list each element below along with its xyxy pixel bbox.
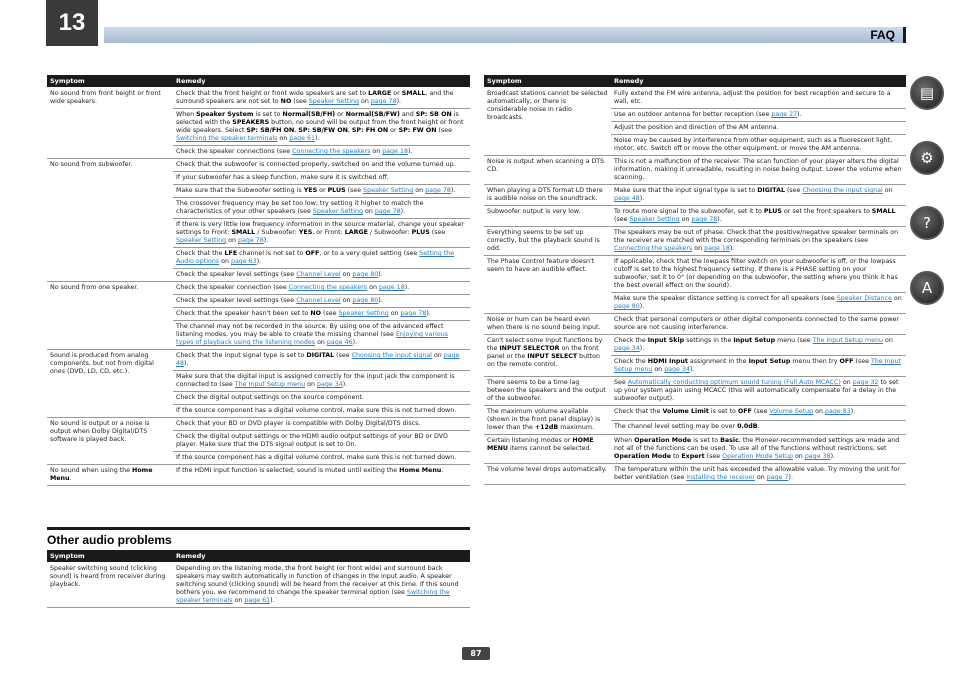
page-link[interactable]: Volume Setup bbox=[769, 408, 814, 415]
page-link[interactable]: page 34 bbox=[317, 381, 343, 388]
remedy-cell: Check that the speaker hasn't been set to NO (see Speaker Setting on page 78). bbox=[173, 308, 470, 321]
page-link[interactable]: page 78 bbox=[400, 310, 427, 317]
remedy-cell: When Speaker System is set to Normal(SB/FH) or Normal(SB/FW) and SP: SB ON is selected with the SPEAKERS button, no sound will be output from the front height or front wide speakers. Select SP: SB/FH ON, SP: SB/FW ON, SP: FH ON or SP: FW ON (see Switching the speaker terminals on page 61). bbox=[173, 109, 470, 146]
page-link[interactable]: Choosing the input signal bbox=[351, 352, 432, 359]
symptom-cell: No sound when using the Home Menu. bbox=[47, 465, 173, 486]
table-row bbox=[484, 464, 906, 485]
page-link[interactable]: page 27 bbox=[771, 111, 798, 118]
page-link[interactable]: page 80 bbox=[352, 271, 379, 278]
table-row bbox=[484, 314, 906, 335]
symptom-cell: Certain listening modes or HOME MENU items cannot be selected. bbox=[484, 435, 611, 464]
remedy-cell: Adjust the position and direction of the AM antenna. bbox=[611, 122, 906, 135]
remedy-cell: This is not a malfunction of the receiver. The scan function of your player alters the digital information, making it unreadable, resulting in noise being output. Lower the volume when scanning. bbox=[611, 156, 906, 185]
page-link[interactable]: page 78 bbox=[425, 187, 451, 194]
page-link[interactable]: Speaker Setting bbox=[338, 310, 389, 317]
page-link[interactable]: Installing the receiver bbox=[686, 474, 755, 481]
remedy-cell: The temperature within the unit has exceeded the allowable value. Try moving the unit for better ventilation (see Installing the receiver on page 7). bbox=[611, 464, 906, 485]
right-table-wrap bbox=[484, 75, 906, 485]
symptom-cell: Subwoofer output is very low. bbox=[484, 206, 611, 227]
page-link[interactable]: Speaker Setting bbox=[308, 98, 359, 105]
remedy-cell: Check that the input signal type is set to DIGITAL (see Choosing the input signal on page 48). bbox=[173, 350, 470, 371]
page-link[interactable]: page 61 bbox=[244, 597, 271, 604]
table-row bbox=[484, 185, 906, 206]
table-row bbox=[47, 418, 470, 431]
symptom-cell: No sound from front height or front wide speakers. bbox=[47, 88, 173, 159]
table-row bbox=[484, 206, 906, 227]
remedy-cell: If the HDMI input function is selected, sound is muted until exiting the Home Menu. bbox=[173, 465, 470, 486]
page-link[interactable]: Channel Level bbox=[296, 271, 341, 278]
page-number: 87 bbox=[462, 647, 490, 660]
remedy-cell: Check that the LFE channel is not set to OFF, or to a very quiet setting (see Setting the Audio options on page 63). bbox=[173, 248, 470, 269]
symptom-cell: The volume level drops automatically. bbox=[484, 464, 611, 485]
remedy-cell: When Operation Mode is set to Basic, the Pioneer-recommended settings are made and not all of the functions can be used. To use all of the functions without restrictions, set Operation Mode to Expert (see Operation Mode Setup on page 38). bbox=[611, 435, 906, 464]
remedy-cell: Check that personal computers or other digital components connected to the same power source are not causing interference. bbox=[611, 314, 906, 335]
page-link[interactable]: page 18 bbox=[382, 148, 408, 155]
remedy-cell: The speakers may be out of phase. Check that the positive/negative speaker terminals on the receiver are matched with the corresponding terminals on the speakers (see Connecting the speakers on page 18). bbox=[611, 227, 906, 256]
page-link[interactable]: page 18 bbox=[378, 284, 405, 291]
page-link[interactable]: page 61 bbox=[289, 135, 315, 142]
remedy-cell: Depending on the listening mode, the front height (or front wide) and surround back speakers may switch automatically in function of changes in the input audio. A speaker switching sound (clicking sound) will be heard from the receiver at this time. If this sound bothers you, we recommend to change the speaker terminal option (see Switching the speaker terminals on page 61). bbox=[173, 563, 470, 608]
symptom-cell: Noise or hum can be heard even when there is no sound being input. bbox=[484, 314, 611, 335]
page-link[interactable]: Connecting the speakers bbox=[292, 148, 371, 155]
remedy-cell: If applicable, check that the lowpass filter switch on your subwoofer is off, or the lowpass cutoff is set to the highest frequency setting. If there is a PHASE setting on your subwoofer, set it to 0° (or depending on the subwoofer, the setting where you think it has the best overall effect on the sound). bbox=[611, 256, 906, 293]
symptom-cell: No sound from subwoofer. bbox=[47, 159, 173, 282]
remedy-cell: Make sure that the digital input is assigned correctly for the input jack the component is connected to (see The Input Setup menu on page 34). bbox=[173, 371, 470, 392]
page-link[interactable]: page 80 bbox=[352, 297, 379, 304]
header-bar bbox=[104, 27, 906, 43]
symptom-cell: When playing a DTS format LD there is audible noise on the soundtrack. bbox=[484, 185, 611, 206]
page-link[interactable]: page 78 bbox=[374, 208, 401, 215]
remedy-cell: Make sure that the Subwoofer setting is YES or PLUS (see Speaker Setting on page 78). bbox=[173, 185, 470, 198]
page-link[interactable]: Channel Level bbox=[296, 297, 341, 304]
symptom-cell: Noise is output when scanning a DTS CD. bbox=[484, 156, 611, 185]
remedy-cell: If the source component has a digital volume control, make sure this is not turned down. bbox=[173, 452, 470, 465]
page-link[interactable]: Switching the speaker terminals bbox=[176, 135, 278, 142]
page-link[interactable]: page 18 bbox=[704, 245, 730, 252]
page-link[interactable]: page 78 bbox=[370, 98, 397, 105]
left-table-wrap bbox=[47, 75, 470, 486]
chapter-number: 13 bbox=[46, 0, 98, 46]
remedy-cell: Check the speaker level settings (see Channel Level on page 80). bbox=[173, 295, 470, 308]
remedy-cell: Check that the Volume Limit is set to OFF (see Volume Setup on page 83). bbox=[611, 406, 906, 421]
table-row bbox=[47, 465, 470, 486]
table-row bbox=[484, 88, 906, 109]
table-row bbox=[47, 563, 470, 608]
page-link[interactable]: page 63 bbox=[230, 258, 257, 265]
remedy-cell: Check the digital output settings or the HDMI audio output settings of your BD or DVD player. Make sure that the DTS signal output is set to On. bbox=[173, 431, 470, 452]
page-link[interactable]: page 46 bbox=[326, 339, 353, 346]
page-link[interactable]: Setting the Audio options bbox=[176, 250, 455, 265]
table-row bbox=[484, 406, 906, 421]
other-audio-title: Other audio problems bbox=[47, 527, 470, 547]
symptom-cell: The maximum volume available (shown in the front panel display) is lower than the +12dB maximum. bbox=[484, 406, 611, 435]
remedy-cell: The channel level setting may be over 0.0dB. bbox=[611, 420, 906, 435]
remedy-cell: Use an outdoor antenna for better reception (see page 27). bbox=[611, 109, 906, 122]
page-link[interactable]: Connecting the speakers bbox=[288, 284, 368, 291]
remedy-cell: If there is very little low frequency information in the source material, change your speaker settings to Front: SMALL / Subwoofer: YES, or Front: LARGE / Subwoofer: PLUS (see Speaker Setting on page 78). bbox=[173, 219, 470, 248]
symptom-cell: Broadcast stations cannot be selected automatically, or there is considerable noise in radio broadcasts. bbox=[484, 88, 611, 156]
symptom-cell: Speaker switching sound (clicking sound) is heard from receiver during playback. bbox=[47, 563, 173, 608]
page-link[interactable]: page 34 bbox=[614, 345, 640, 352]
page-link[interactable]: page 34 bbox=[664, 366, 690, 373]
remedy-cell: Fully extend the FM wire antenna, adjust the position for best reception and secure to a wall, etc. bbox=[611, 88, 906, 109]
table-row bbox=[484, 227, 906, 256]
table-row bbox=[47, 282, 470, 295]
section-title: FAQ bbox=[870, 28, 895, 42]
glossary-icon[interactable]: A bbox=[910, 271, 944, 305]
remedy-cell: Check that your BD or DVD player is compatible with Dolby Digital/DTS discs. bbox=[173, 418, 470, 431]
page-link[interactable]: Speaker Setting bbox=[312, 208, 363, 215]
symptom-header: Symptom bbox=[484, 75, 611, 88]
page-link[interactable]: page 80 bbox=[614, 303, 640, 310]
page-link[interactable]: Speaker Setting bbox=[176, 237, 227, 244]
remedy-cell: Check the speaker level settings (see Channel Level on page 80). bbox=[173, 269, 470, 282]
page-link[interactable]: page 48 bbox=[176, 352, 460, 367]
page-link[interactable]: Automatically conducting optimum sound tuning (Full Auto MCACC) bbox=[627, 379, 841, 386]
page-link[interactable]: page 78 bbox=[238, 237, 264, 244]
table-row bbox=[47, 159, 470, 172]
table-row bbox=[47, 350, 470, 371]
page-link[interactable]: The Input Setup menu bbox=[614, 358, 901, 373]
page-link[interactable]: page 48 bbox=[614, 195, 640, 202]
other-table-wrap bbox=[47, 550, 470, 608]
remedy-cell: To route more signal to the subwoofer, set it to PLUS or set the front speakers to SMALL (see Speaker Setting on page 78). bbox=[611, 206, 906, 227]
remedy-cell: Make sure the speaker distance setting is correct for all speakers (see Speaker Distance on page 80). bbox=[611, 293, 906, 314]
page-link[interactable]: page 78 bbox=[691, 216, 718, 223]
table-row bbox=[484, 335, 906, 356]
faq-icon[interactable]: ? bbox=[910, 206, 944, 240]
symptom-cell: The Phase Control feature doesn't seem to have an audible effect. bbox=[484, 256, 611, 314]
side-nav bbox=[910, 76, 948, 336]
book-icon[interactable]: ▤ bbox=[910, 76, 944, 110]
remedy-cell: Check the speaker connection (see Connecting the speakers on page 18). bbox=[173, 282, 470, 295]
other-faq-table bbox=[47, 550, 470, 608]
page-link[interactable]: The Input Setup menu bbox=[234, 381, 306, 388]
symptom-cell: Sound is produced from analog components, but not from digital ones (DVD, LD, CD, etc.). bbox=[47, 350, 173, 418]
symptom-cell: Everything seems to be set up correctly, but the playback sound is odd. bbox=[484, 227, 611, 256]
remedy-cell: Make sure that the input signal type is set to DIGITAL (see Choosing the input signal on page 48). bbox=[611, 185, 906, 206]
page-link[interactable]: Speaker Setting bbox=[629, 216, 680, 223]
page-link[interactable]: Connecting the speakers bbox=[614, 245, 693, 252]
page-link[interactable]: Speaker Setting bbox=[363, 187, 414, 194]
page-link[interactable]: Speaker Distance bbox=[836, 295, 892, 302]
remedy-cell: Noise may be caused by interference from other equipment, such as a fluorescent light, motor, etc. Switch off or move the other equipment, or move the AM antenna. bbox=[611, 135, 906, 156]
remedy-cell: If the source component has a digital volume control, make sure this is not turned down. bbox=[173, 405, 470, 418]
page-link[interactable]: Operation Mode Setup bbox=[722, 453, 793, 460]
settings-icon[interactable]: ⚙ bbox=[910, 141, 944, 175]
page-link[interactable]: Switching the speaker terminals bbox=[176, 589, 450, 604]
symptom-cell: No sound is output or a noise is output when Dolby Digital/DTS software is played back. bbox=[47, 418, 173, 465]
page-link[interactable]: Choosing the input signal bbox=[802, 187, 883, 194]
remedy-cell: Check that the subwoofer is connected properly, switched on and the volume turned up. bbox=[173, 159, 470, 172]
page-link[interactable]: page 83 bbox=[824, 408, 851, 415]
remedy-cell: If your subwoofer has a sleep function, make sure it is switched off. bbox=[173, 172, 470, 185]
remedy-cell: Check the speaker connections (see Connecting the speakers on page 18). bbox=[173, 146, 470, 159]
remedy-header: Remedy bbox=[611, 75, 906, 88]
remedy-cell: Check the digital output settings on the source component. bbox=[173, 392, 470, 405]
table-row bbox=[484, 256, 906, 293]
table-row bbox=[484, 156, 906, 185]
symptom-cell: There seems to be a time lag between the speakers and the output of the subwoofer. bbox=[484, 377, 611, 406]
page-link[interactable]: Enjoying various types of playback using the listening modes bbox=[176, 331, 448, 346]
right-faq-table bbox=[484, 75, 906, 485]
page-link[interactable]: page 7 bbox=[766, 474, 789, 481]
page-link[interactable]: page 32 bbox=[852, 379, 879, 386]
symptom-header: Symptom bbox=[47, 75, 173, 88]
symptom-cell: Can't select some Input functions by the INPUT SELECTOR on the front panel or the INPUT SELECT button on the remote control. bbox=[484, 335, 611, 377]
remedy-cell: Check the Input Skip settings in the Input Setup menu (see The Input Setup menu on page 34). bbox=[611, 335, 906, 356]
table-row bbox=[484, 377, 906, 406]
remedy-cell: Check the HDMI Input assignment in the Input Setup menu then try OFF (see The Input Setup menu on page 34). bbox=[611, 356, 906, 377]
remedy-cell: The channel may not be recorded in the source. By using one of the advanced effect listening modes, you may be able to create the missing channel (see Enjoying various types of playback using the listening modes on page 46). bbox=[173, 321, 470, 350]
table-row bbox=[47, 88, 470, 109]
table-row bbox=[484, 435, 906, 464]
left-faq-table bbox=[47, 75, 470, 486]
remedy-cell: The crossover frequency may be set too low; try setting it higher to match the characteristics of your other speakers (see Speaker Setting on page 78). bbox=[173, 198, 470, 219]
symptom-header: Symptom bbox=[47, 550, 173, 563]
page-link[interactable]: The Input Setup menu bbox=[812, 337, 883, 344]
remedy-cell: See Automatically conducting optimum sound tuning (Full Auto MCACC) on page 32 to set up your system again using MCACC (this will automatically compensate for a delay in the subwoofer output). bbox=[611, 377, 906, 406]
page-link[interactable]: page 38 bbox=[804, 453, 831, 460]
symptom-cell: No sound from one speaker. bbox=[47, 282, 173, 350]
remedy-cell: Check that the front height or front wide speakers are set to LARGE or SMALL, and the surround speakers are not set to NO (see Speaker Setting on page 78). bbox=[173, 88, 470, 109]
remedy-header: Remedy bbox=[173, 550, 470, 563]
remedy-header: Remedy bbox=[173, 75, 470, 88]
